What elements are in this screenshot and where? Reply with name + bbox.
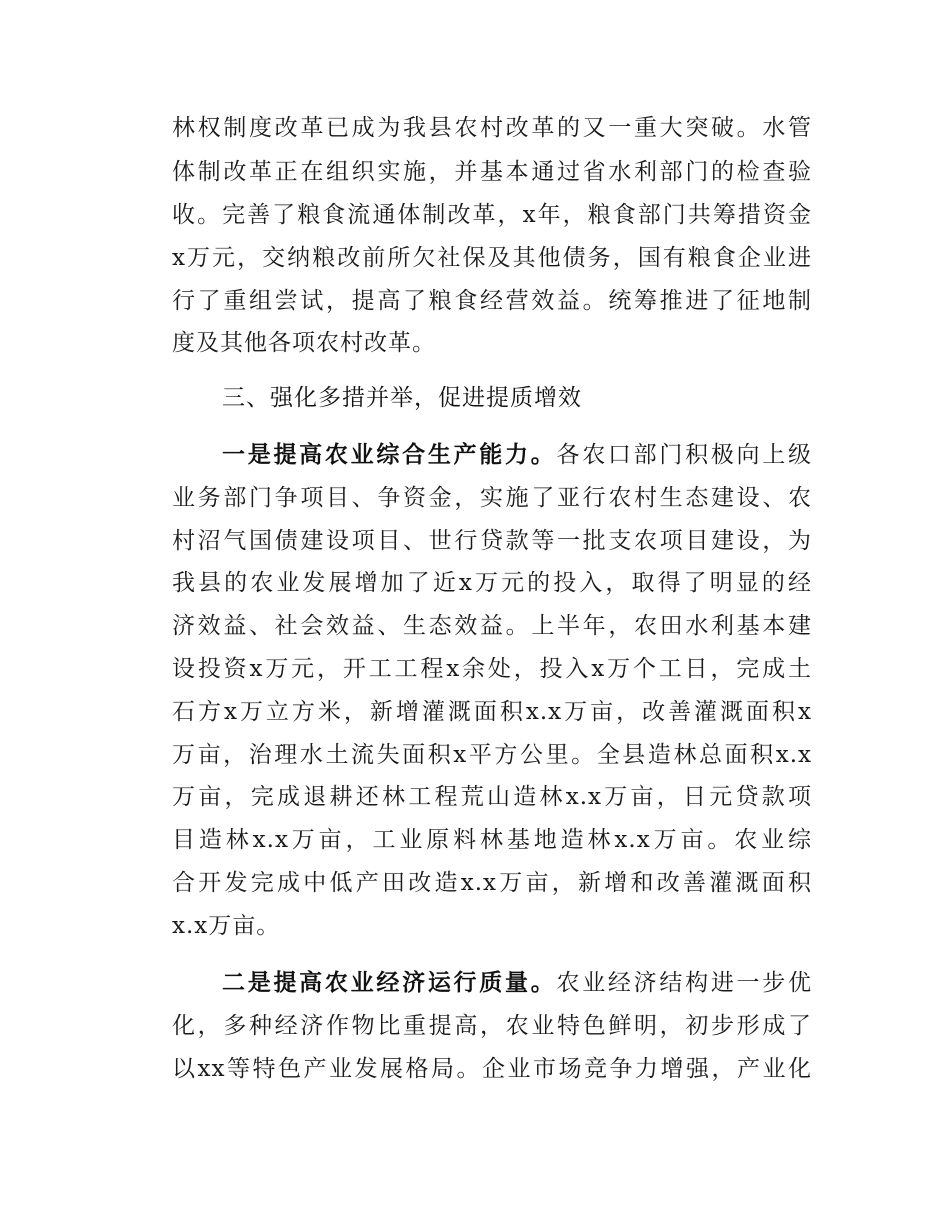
paragraph-line: 我县的农业发展增加了近x万元的投入，取得了明显的经: [172, 570, 812, 596]
section-heading: 三、强化多措并举，促进提质增效: [222, 385, 582, 411]
paragraph-line: 以xx等特色产业发展格局。企业市场竞争力增强，产业化: [172, 1056, 812, 1082]
paragraph-line: 收。完善了粮食流通体制改革，x年，粮食部门共筹措资金: [172, 202, 812, 228]
paragraph-line: 业务部门争项目、争资金，实施了亚行农村生态建设、农: [172, 485, 812, 511]
paragraph-line: 石方x万立方米，新增灌溉面积x.x万亩，改善灌溉面积x: [172, 699, 812, 725]
paragraph-first-line: [222, 961, 812, 1005]
paragraph-lead: 二是提高农业经济运行质量。: [222, 970, 557, 996]
paragraph-line: 村沼气国债建设项目、世行贷款等一批支农项目建设，为: [172, 528, 812, 554]
paragraph-line: 济效益、社会效益、生态效益。上半年，农田水利基本建: [172, 613, 812, 639]
paragraph-line: 行了重组尝试，提高了粮食经营效益。统筹推进了征地制: [172, 288, 812, 314]
paragraph-first-line: [222, 433, 812, 477]
paragraph-line: 度及其他各项农村改革。: [172, 330, 436, 356]
paragraph-line: 林权制度改革已成为我县农村改革的又一重大突破。水管: [172, 115, 812, 141]
paragraph-lead: 一是提高农业综合生产能力。: [222, 442, 557, 468]
paragraph-text: 农业经济结构进一步优: [556, 970, 813, 996]
paragraph-line: x万元，交纳粮改前所欠社保及其他债务，国有粮食企业进: [172, 245, 812, 271]
paragraph-line: 万亩，完成退耕还林工程荒山造林x.x万亩，日元贷款项: [172, 784, 812, 810]
paragraph-line: 万亩，治理水土流失面积x平方公里。全县造林总面积x.x: [172, 742, 812, 768]
paragraph-text: 各农口部门积极向上级: [556, 442, 813, 468]
paragraph-line: 合开发完成中低产田改造x.x万亩，新增和改善灌溉面积: [172, 870, 812, 896]
paragraph-line: 目造林x.x万亩，工业原料林基地造林x.x万亩。农业综: [172, 827, 812, 853]
paragraph-line: 体制改革正在组织实施，并基本通过省水利部门的检查验: [172, 159, 812, 185]
paragraph-line: x.x万亩。: [172, 913, 281, 939]
paragraph-line: 化，多种经济作物比重提高，农业特色鲜明，初步形成了: [172, 1013, 812, 1039]
paragraph-line: 设投资x万元，开工工程x余处，投入x万个工日，完成土: [172, 656, 812, 682]
